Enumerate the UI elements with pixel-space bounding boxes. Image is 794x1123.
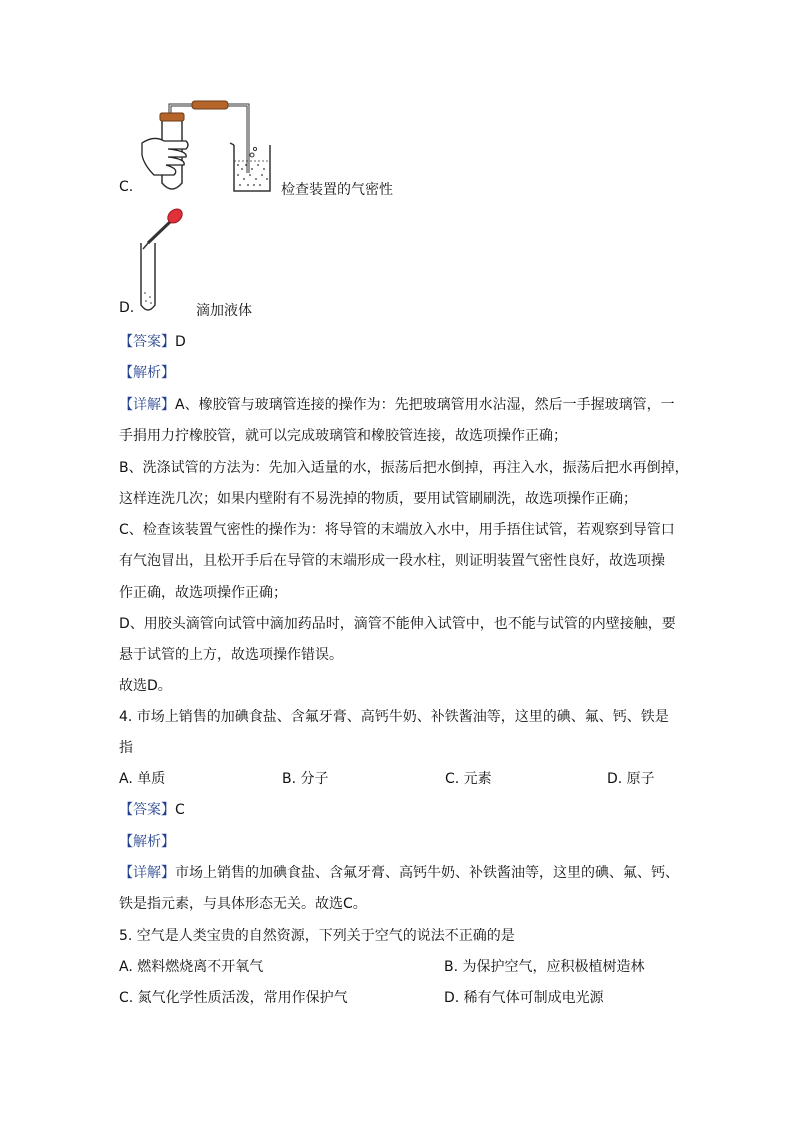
q4-option-b: B. 分子: [282, 771, 329, 787]
airtightness-check-illustration: [140, 95, 280, 195]
q4-detail-line: 铁是指元素，与具体形态无关。故选C。: [119, 896, 367, 912]
q3-detail-line: 作正确，故选项操作正确；: [119, 585, 287, 601]
q4-option-c: C. 元素: [445, 771, 492, 787]
option-c-caption: 检查装置的气密性: [281, 182, 393, 198]
answer-value: C: [175, 802, 185, 818]
answer-label: 【答案】: [119, 802, 175, 818]
q4-option-d: D. 原子: [607, 771, 655, 787]
q5-option-d: D. 稀有气体可制成电光源: [444, 990, 604, 1006]
q5-option-a: A. 燃料燃烧离不开氧气: [119, 959, 264, 975]
q3-detail-line: 手捐用力拧橡胶管，就可以完成玻璃管和橡胶管连接，故选项操作正确；: [119, 428, 567, 444]
stopper: [160, 113, 184, 121]
q3-detail-line: D、用胶头滴管向试管中滴加药品时，滴管不能伸入试管中，也不能与试管的内壁接触，要: [119, 616, 676, 632]
option-d-caption: 滴加液体: [196, 303, 252, 319]
beaker: [234, 145, 270, 191]
option-d-letter: D.: [119, 300, 135, 316]
q4-detail-line: 【详解】市场上销售的加碘食盐、含氟牙膏、高钙牛奶、补铁酱油等，这里的碘、氟、钙、: [119, 865, 679, 881]
answer-value: D: [175, 334, 186, 350]
q3-detail-line: 【详解】A、橡胶管与玻璃管连接的操作为：先把玻璃管用水沾湿，然后一手握玻璃管，一: [119, 397, 675, 413]
q4-answer: [119, 800, 185, 820]
q3-detail-line: 有气泡冒出，且松开手后在导管的末端形成一段水柱，则证明装置气密性良好，故选项操: [119, 553, 665, 569]
option-c-letter: C.: [119, 179, 134, 195]
q3-detail-line: 这样连洗几次；如果内壁附有不易洗掉的物质，要用试管刷刷洗，故选项操作正确；: [119, 491, 637, 507]
q4-stem: 4. 市场上销售的加碘食盐、含氟牙膏、高钙牛奶、补铁酱油等，这里的碘、氟、钙、铁是: [119, 709, 669, 725]
detail-label: 【详解】: [119, 397, 175, 413]
q4-analysis-label: 【解析】: [119, 834, 175, 850]
q4-stem: 指: [119, 740, 133, 756]
rubber-tube: [192, 101, 228, 109]
q3-detail-line: 悬于试管的上方，故选项操作错误。: [119, 647, 343, 663]
detail-label: 【详解】: [119, 865, 175, 881]
q3-detail-line: C、检查该装置气密性的操作为：将导管的末端放入水中，用手捂住试管，若观察到导管口: [119, 522, 675, 538]
q3-conclusion: 故选D。: [119, 678, 172, 694]
q5-option-b: B. 为保护空气，应积极植树造林: [444, 959, 645, 975]
dropper-tube: [148, 221, 171, 243]
answer-label: 【答案】: [119, 334, 175, 350]
q5-stem: 5. 空气是人类宝贵的自然资源，下列关于空气的说法不正确的是: [119, 928, 515, 944]
test-tube: [141, 243, 155, 310]
q3-analysis-label: 【解析】: [119, 365, 175, 381]
q4-option-a: A. 单质: [119, 771, 166, 787]
q3-answer: [119, 332, 186, 352]
q3-detail-line: B、洗涤试管的方法为：先加入适量的水，振荡后把水倒掉，再注入水，振荡后把水再倒掉，: [119, 460, 689, 476]
bubble: [250, 153, 254, 157]
dropper-illustration: [135, 205, 195, 315]
water: [237, 164, 268, 186]
q5-option-c: C. 氮气化学性质活泼，常用作保护气: [119, 990, 348, 1006]
